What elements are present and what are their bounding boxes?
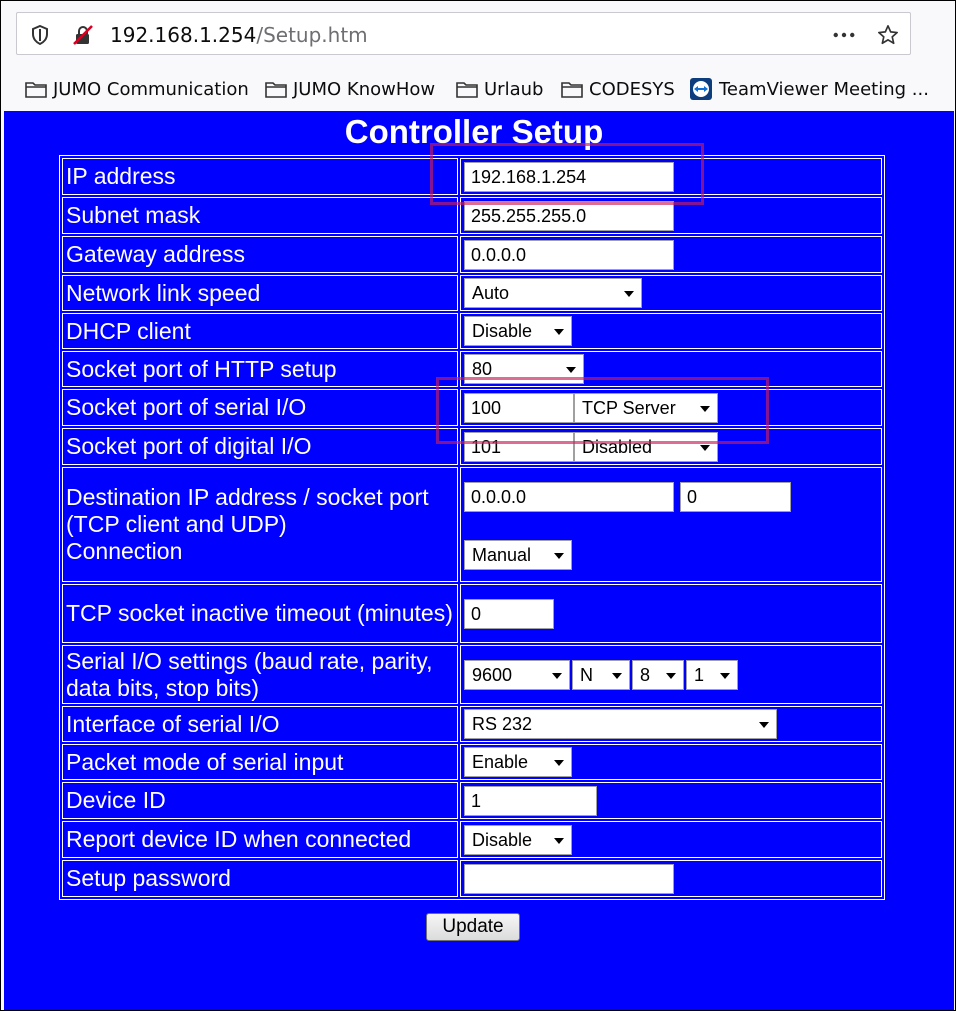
serial-io-port-input[interactable]: 100 [464, 393, 574, 423]
bookmark-star-icon[interactable] [877, 24, 899, 46]
report-device-id-select[interactable]: Disable [464, 825, 572, 855]
chevron-down-icon [624, 291, 634, 297]
tcp-timeout-label: TCP socket inactive timeout (minutes) [62, 584, 458, 643]
parity-select[interactable]: N [572, 660, 630, 690]
address-bar[interactable] [16, 12, 911, 55]
setup-password-input[interactable] [464, 864, 674, 894]
http-setup-port-select[interactable]: 80 [464, 354, 584, 384]
network-link-speed-label: Network link speed [62, 275, 458, 311]
row-report-id [62, 821, 882, 858]
digital-io-port-input[interactable]: 101 [464, 432, 574, 462]
serial-io-mode-select[interactable]: TCP Server [574, 393, 718, 423]
chevron-down-icon [552, 673, 562, 679]
data-bits-select[interactable]: 8 [632, 660, 684, 690]
digital-io-port-label: Socket port of digital I/O [62, 428, 458, 465]
ip-address-label: IP address [62, 158, 458, 195]
device-id-input[interactable]: 1 [464, 786, 597, 816]
tcp-timeout-input[interactable]: 0 [464, 599, 554, 629]
bookmarks-toolbar [1, 67, 955, 109]
packet-mode-select[interactable]: Enable [464, 747, 572, 777]
ip-address-input[interactable]: 192.168.1.254 [464, 162, 674, 192]
destination-port-input[interactable]: 0 [680, 482, 791, 512]
subnet-mask-label: Subnet mask [62, 197, 458, 234]
subnet-mask-input[interactable]: 255.255.255.0 [464, 201, 674, 231]
row-device-id [62, 782, 882, 819]
connection-select[interactable]: Manual [464, 540, 572, 570]
serial-interface-select[interactable]: RS 232 [464, 709, 777, 739]
network-link-speed-select[interactable]: Auto [464, 278, 642, 308]
destination-ip-input[interactable]: 0.0.0.0 [464, 482, 674, 512]
dhcp-client-label: DHCP client [62, 313, 458, 349]
setup-page [4, 111, 954, 1010]
shield-icon[interactable] [29, 24, 51, 46]
folder-icon [25, 80, 47, 98]
insecure-lock-icon[interactable] [72, 24, 94, 46]
gateway-address-label: Gateway address [62, 236, 458, 273]
chevron-down-icon [759, 722, 769, 728]
chevron-down-icon [612, 673, 622, 679]
stop-bits-select[interactable]: 1 [686, 660, 738, 690]
serial-settings-label: Serial I/O settings (baud rate, parity, data bits, stop bits) [62, 645, 458, 704]
bookmark-folder-jumo-knowhow[interactable]: JUMO KnowHow [265, 77, 435, 101]
dhcp-client-select[interactable]: Disable [464, 316, 572, 346]
update-button[interactable]: Update [426, 913, 520, 941]
gateway-address-input[interactable]: 0.0.0.0 [464, 240, 674, 270]
serial-interface-label: Interface of serial I/O [62, 706, 458, 742]
row-serial-settings [62, 645, 882, 704]
serial-io-port-label: Socket port of serial I/O [62, 389, 458, 426]
row-timeout [62, 584, 882, 643]
row-destination [62, 467, 882, 582]
report-device-id-label: Report device ID when connected [62, 821, 458, 858]
chevron-down-icon [720, 673, 730, 679]
more-actions-icon[interactable] [833, 24, 855, 46]
highlight-box-serial-port [436, 377, 769, 444]
setup-table [59, 155, 885, 900]
chevron-down-icon [554, 838, 564, 844]
http-setup-port-label: Socket port of HTTP setup [62, 351, 458, 387]
chevron-down-icon [566, 367, 576, 373]
teamviewer-icon [689, 77, 713, 101]
row-password [62, 860, 882, 897]
packet-mode-label: Packet mode of serial input [62, 744, 458, 780]
bookmark-teamviewer-meeting[interactable]: TeamViewer Meeting ... [689, 77, 929, 101]
highlight-box-ip [430, 143, 704, 205]
destination-label: Destination IP address / socket port (TCP client and UDP) Connection [62, 467, 458, 582]
chevron-down-icon [700, 445, 710, 451]
row-interface [62, 706, 882, 742]
chevron-down-icon [554, 760, 564, 766]
page-title: Controller Setup [344, 113, 604, 150]
device-id-label: Device ID [62, 782, 458, 819]
bookmark-folder-urlaub[interactable]: Urlaub [456, 77, 543, 101]
row-gateway [62, 236, 882, 273]
bookmark-folder-codesys[interactable]: CODESYS [561, 77, 675, 101]
row-dhcp [62, 313, 882, 349]
chevron-down-icon [666, 673, 676, 679]
folder-icon [265, 80, 287, 98]
url-text[interactable]: 192.168.1.254/Setup.htm [110, 23, 368, 47]
setup-password-label: Setup password [62, 860, 458, 897]
row-packet-mode [62, 744, 882, 780]
chevron-down-icon [554, 553, 564, 559]
baud-rate-select[interactable]: 9600 [464, 660, 570, 690]
row-link-speed [62, 275, 882, 311]
folder-icon [561, 80, 583, 98]
chevron-down-icon [554, 329, 564, 335]
digital-io-mode-select[interactable]: Disabled [574, 432, 718, 462]
folder-icon [456, 80, 478, 98]
bookmark-folder-jumo-communication[interactable]: JUMO Communication [25, 77, 249, 101]
